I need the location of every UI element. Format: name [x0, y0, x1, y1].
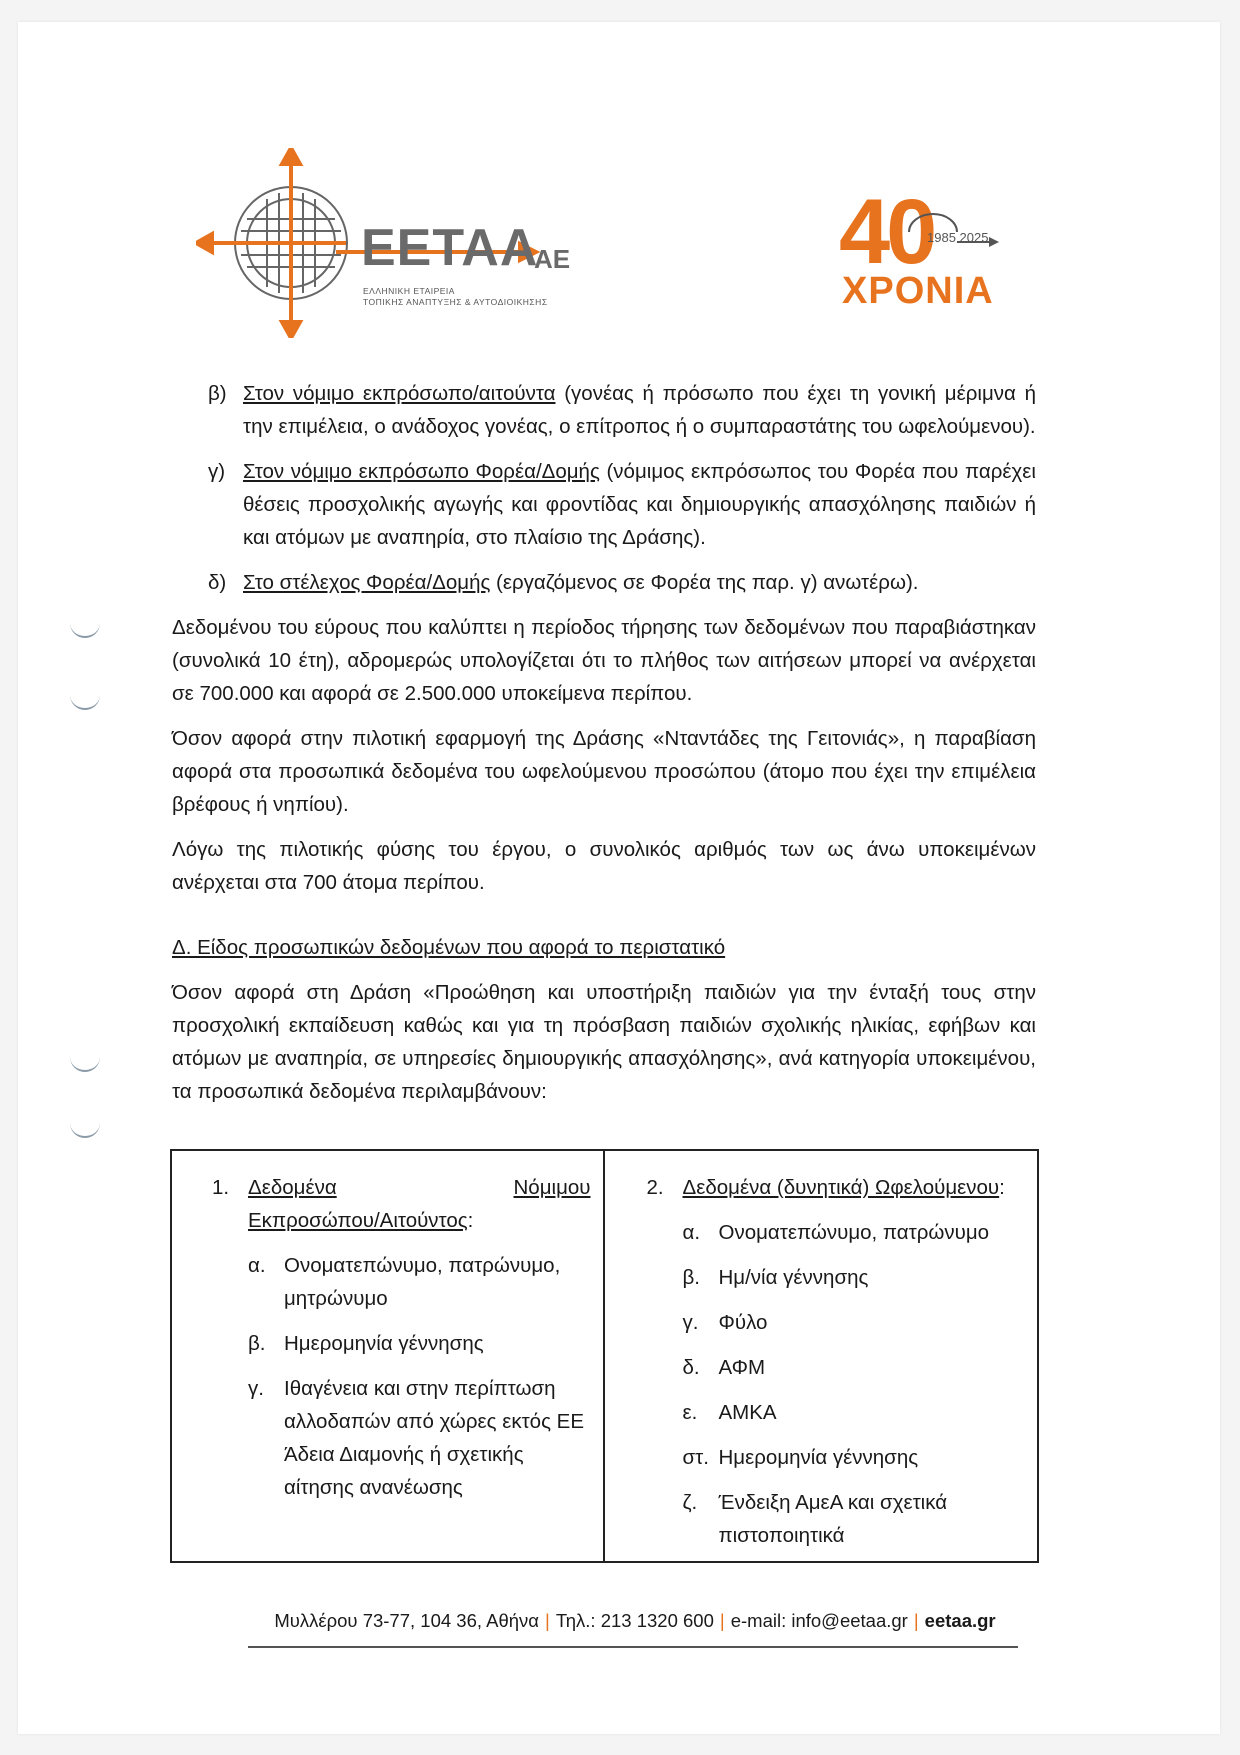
brand-subtitle-line: ΕΛΛΗΝΙΚΗ ΕΤΑΙΡΕΙΑ — [363, 286, 455, 296]
list-item-label: δ) — [208, 571, 227, 594]
list-item-underlined: Στο στέλεχος Φορέα/Δομής — [243, 571, 491, 594]
paragraph: Όσον αφορά στη Δράση «Προώθηση και υποστήριξη παιδιών για την ένταξή τους στην προσχολική εκπαίδευση καθώς και για τη πρόσβαση παιδιών σχολικής ηλικίας, εφήβων και ατόμων με αναπηρία, σε υπηρεσίες δημιουργικής απασχόλησης», ανά κατηγορία υποκειμένου, τα προσωπικά δεδομένα περιλαμβάνουν: — [172, 981, 1036, 1103]
column-heading — [647, 1171, 1026, 1204]
table-sub-item — [683, 1486, 1026, 1552]
anniversary-number: 40 — [839, 181, 934, 283]
paragraph: Όσον αφορά στην πιλοτική εφαρμογή της Δράσης «Νταντάδες της Γειτονιάς», η παραβίαση αφορά στα προσωπικά δεδομένα του ωφελούμενου προσώπου (άτομο που έχει την επιμέλεια βρέφους ή νηπίου). — [172, 727, 1036, 816]
column-number: 2. — [646, 1176, 664, 1199]
brand-suffix: ΑΕ — [534, 244, 571, 274]
anniversary-arrow-icon — [839, 190, 1039, 260]
table-sub-item — [683, 1216, 1026, 1249]
table-sub-item — [248, 1372, 591, 1504]
list-item-rest: (εργαζόμενος σε Φορέα της παρ. γ) ανωτέρω). — [490, 571, 919, 594]
letterhead — [196, 148, 1036, 338]
list-item-label: γ) — [208, 460, 226, 483]
list-item-underlined: Στον νόμιμο εκπρόσωπο/αιτούντα — [243, 382, 556, 405]
list-item-label: β) — [208, 382, 227, 405]
column-title-tail: : — [467, 1209, 474, 1232]
sub-item-text: ΑΜΚΑ — [718, 1401, 777, 1424]
anniversary-word: ΧΡΟΝΙΑ — [842, 270, 994, 312]
punch-hole — [70, 610, 100, 638]
anniversary-logo — [839, 181, 1039, 312]
sub-item-label: β. — [248, 1332, 266, 1355]
sub-item-text: Ονοματεπώνυμο, πατρώνυμο — [718, 1221, 990, 1244]
sub-item-text: Ημερομηνία γέννησης — [284, 1332, 484, 1355]
sub-item-label: στ. — [682, 1446, 709, 1469]
column-title — [248, 1171, 591, 1237]
eetaa-logo — [196, 148, 606, 338]
footer-email[interactable]: e-mail: info@eetaa.gr — [730, 1610, 908, 1631]
list-item — [172, 455, 1036, 554]
footer — [250, 1610, 1020, 1632]
table-sub-item — [248, 1249, 591, 1315]
column-title-word: Εκπροσώπου/Αιτούντος — [248, 1209, 468, 1232]
list-item-rest: (νόμιμος εκπρόσωπος του Φορέα που παρέχει θέσεις προσχολικής αγωγής και φροντίδας και δημιουργικής απασχόλησης παιδιών ή και ατόμων με αναπηρία, στο πλαίσιο της Δράσης). — [243, 460, 1036, 549]
sub-item-label: γ. — [682, 1311, 699, 1334]
column-title-word: Δεδομένα (δυνητικά) Ωφελούμενου — [682, 1176, 1000, 1199]
column-title-line — [248, 1171, 591, 1204]
list-item-text — [243, 566, 1036, 599]
anniversary-range: 1985 2025 — [927, 230, 989, 245]
sub-item-label: α. — [682, 1221, 701, 1244]
table-column-representative — [172, 1151, 603, 1561]
table-sub-item — [683, 1396, 1026, 1429]
column-heading — [212, 1171, 591, 1237]
sub-item-label: γ. — [248, 1377, 264, 1400]
footer-divider — [248, 1646, 1018, 1648]
punch-hole — [70, 682, 100, 710]
brand-subtitle-line: ΤΟΠΙΚΗΣ ΑΝΑΠΤΥΞΗΣ & ΑΥΤΟΔΙΟΙΚΗΣΗΣ — [363, 297, 548, 307]
column-title-tail: : — [999, 1176, 1005, 1199]
list-item-rest: (γονέας ή πρόσωπο που έχει τη γονική μέριμνα ή την επιμέλεια, ο ανάδοχος γονέας, ο επίτροπος ή ο συμπαραστάτης του ωφελούμενου). — [243, 382, 1036, 438]
table-sub-item — [248, 1327, 591, 1360]
paragraph: Λόγω της πιλοτικής φύσης του έργου, ο συνολικός αριθμός των ως άνω υποκειμένων ανέρχεται στα 700 άτομα περίπου. — [172, 838, 1036, 894]
footer-phone: Τηλ.: 213 1320 600 — [555, 1610, 714, 1631]
sub-item-label: ζ. — [682, 1491, 698, 1514]
brand-name: ΕΕΤΑΑ — [361, 219, 539, 277]
document-body — [172, 377, 1036, 1120]
sub-item-label: α. — [248, 1254, 266, 1277]
sub-item-text: Ημ/νία γέννησης — [718, 1266, 869, 1289]
sub-item-label: δ. — [682, 1356, 700, 1379]
footer-address: Μυλλέρου 73-77, 104 36, Αθήνα — [274, 1610, 539, 1631]
sub-item-label: ε. — [682, 1401, 698, 1424]
sub-item-text: Ημερομηνία γέννησης — [718, 1446, 919, 1469]
table-sub-item — [683, 1261, 1026, 1294]
punch-hole — [70, 1044, 100, 1072]
column-title-word: Νόμιμου — [513, 1176, 591, 1199]
list-item-text — [243, 377, 1036, 443]
sub-item-text: Ιθαγένεια και στην περίπτωση αλλοδαπών από χώρες εκτός ΕΕ Άδεια Διαμονής ή σχετικής αίτησης ανανέωσης — [284, 1377, 585, 1499]
column-number: 1. — [212, 1176, 230, 1199]
table-sub-item — [683, 1441, 1026, 1474]
list-item-underlined: Στον νόμιμο εκπρόσωπο Φορέα/Δομής — [243, 460, 600, 483]
punch-hole — [70, 1110, 100, 1138]
sub-item-text: Ονοματεπώνυμο, πατρώνυμο, μητρώνυμο — [284, 1254, 561, 1310]
table-sub-item — [683, 1306, 1026, 1339]
footer-separator: | — [545, 1610, 550, 1631]
list-item — [172, 377, 1036, 443]
footer-separator: | — [913, 1610, 919, 1631]
column-title — [683, 1171, 1026, 1204]
column-title-line — [248, 1209, 473, 1232]
sub-item-text: Φύλο — [718, 1311, 768, 1334]
sub-item-text: ΑΦΜ — [718, 1356, 766, 1379]
sub-item-label: β. — [682, 1266, 700, 1289]
data-categories-table — [170, 1149, 1039, 1563]
list-item-text — [243, 455, 1036, 554]
list-item — [172, 566, 1036, 599]
paragraph: Δεδομένου του εύρους που καλύπτει η περίοδος τήρησης των δεδομένων που παραβιάστηκαν (συνολικά 10 έτη), αδρομερώς υπολογίζεται ότι το πλήθος των αιτήσεων μπορεί να ανέρχεται σε 700.000 και αφορά σε 2.500.000 υποκείμενα περίπου. — [172, 616, 1036, 705]
sub-item-text: Ένδειξη ΑμεΑ και σχετικά πιστοποιητικά — [718, 1491, 948, 1547]
section-title: Δ. Είδος προσωπικών δεδομένων που αφορά το περιστατικό — [172, 936, 726, 959]
footer-separator: | — [719, 1610, 725, 1631]
table-column-beneficiary — [603, 1151, 1038, 1561]
column-title-word: Δεδομένα — [248, 1176, 337, 1199]
footer-website[interactable]: eetaa.gr — [924, 1610, 996, 1631]
brand-subtitle — [363, 286, 548, 308]
table-sub-item — [683, 1351, 1026, 1384]
